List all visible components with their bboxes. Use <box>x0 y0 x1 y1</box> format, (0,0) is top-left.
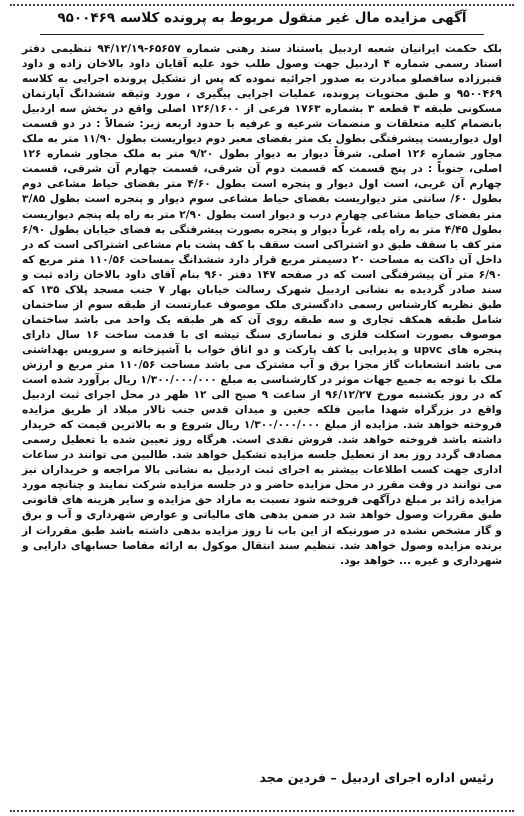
bottom-dotted-border <box>10 810 514 812</box>
top-dotted-border <box>10 4 514 6</box>
notice-signature: رئیس اداره اجرای اردبیل – فردین مجد <box>259 770 494 785</box>
notice-title: آگهی مزایده مال غیر منقول مربوط به پرونده کلاسه ۹۵۰۰۴۶۹ <box>57 10 467 26</box>
notice-body: بلک حکمت ایرانیان شعبه اردبیل باستناد سند رهنی شماره ۶۵۶۵۷-۹۴/۱۲/۱۹ تنظیمی دفتر اسناد رسمی شماره ۴ اردبیل جهت وصول طلب خود علیه آقایان داود بالاخان زاده و داود قنبرزاده سافصلو مبادرت به صدور اجرائیه نموده که پس از تشکیل پرونده اجرایی به کلاسه ۹۵۰۰۴۶۹ و طبق محتویات پرونده، عملیات اجرایی پیگیری ، مورد وثیقه ششدانگ آپارتمان مسکونی طبقه ۳ قطعه ۳ بشماره ۱۷۶۳ فرعی از ۱۲۶/۱۶۰۰ اصلی واقع در بخش سه اردبیل بانضمام کلیه متعلقات و منضمات شرعیه و عرفیه با حدود اربعه زیر: شمالاً : در دو قسمت اول دیواریست پیشرفتگی بطول یک متر بفضای معبر دوم دیواریست بطول ۱۱/۹۰ متر به ملک مجاور شماره ۱۲۶ اصلی. شرقاً دیوار به دیوار بطول ۹/۲۰ متر به ملک مجاور شماره ۱۲۶ اصلی، جنوباً : در پنج قسمت که قسمت دوم آن شرقی، قسمت چهارم آن شرقی، قسمت چهارم آن غربی، است اول دیوار و پنجره است بطول ۴/۶۰ متر بفضای حیاط مشاعی دوم بطول ۶۰/ سانتی متر دیواریست بفضای حیاط مشاعی سوم دیوار و پنجره است بطول ۳/۸۵ متر بفضای حیاط مشاعی چهارم درب و دیوار است بطول ۲/۹۰ متر به راه پله پنجم دیواریست بطول ۴/۴۵ متر به راه پله، غرباً دیوار و پنجره بصورت پیشرفتگی به فضای خیابان بطول ۶/۹۰ متر کف با سقف طبق دو اشتراکی است سقف با کف پشت بام مشاعی اشتراکی است که در داخل آن داکت به مساحت ۲۰ دسیمتر مربع قرار دارد ششدانگ بمساحت ۱۱۰/۵۶ متر مربع که ۶/۹۰ متر آن پیشرفتگی است که در صفحه ۱۴۷ دفتر ۹۶۰ بنام آقای داود بالاخان زاده ثبت و سند صادر گردیده به نشانی اردبیل شهرک رسالت خیابان بهار ۷ جنب مسجد پلاک ۱۳۵ که طبق نظریه کارشناس رسمی دادگستری ملک موصوف عبارتست از طبقه سوم از ساختمان شامل طبقه همکف تجاری و سه طبقه روی آن که هر طبقه یک واحد می باشد ساختمان موصوف بصورت اسکلت فلزی و نماسازی سنگ تیشه ای با قدمت ساخت ۱۶ سال دارای پنجره های upvc و پذیرایی با کف پارکت و دو اتاق خواب با آشپزخانه و سرویس بهداشتی می باشد انشعابات گاز مجزا برق و آب مشترک می باشد مساحت ۱۱۰/۵۶ متر مربع و ارزش ملک با توجه به جمیع جهات موثر در کارشناسی به مبلغ ۱/۳۰۰/۰۰۰/۰۰۰ ریال برآورد شده است که در روز یکشنبه مورخ ۹۶/۱۲/۲۷ از ساعت ۹ صبح الی ۱۲ ظهر در محل اجرای ثبت اردبیل واقع در بزرگراه شهدا مابین فلکه جغین و میدان قدس جنب تالار میلاد از طریق مزایده فروخته خواهد شد. مزایده از مبلغ ۱/۳۰۰/۰۰۰/۰۰۰ ریال شروع و به بالاترین قیمت که خریدار داشته باشد فروخته خواهد شد. فروش نقدی است. هرگاه روز تعیین شده با تعطیل رسمی مصادف گردد روز بعد از تعطیل جلسه مزایده تشکیل خواهد شد. طالبین می توانند در ساعات اداری جهت کسب اطلاعات بیشتر به اجرای ثبت اردبیل به نشانی بالا مراجعه و خریداران نیز می توانند در وقت مقرر در محل مزایده حاضر و در جلسه مزایده شرکت نمایند و چنانچه مورد مزایده زائد بر مبلغ درآگهی فروخته شود نسبت به مازاد حق مزایده و سایر هزینه های قانونی طبق مقررات وصول خواهد شد در ضمن بدهی های مالیاتی و عوارض شهرداری و آب و برق و گاز مشخص نشده در صورتیکه از این باب تا روز مزایده بدهی داشته باشد طبق مقررات از برنده مزایده وصول خواهد شد. تنظیم سند انتقال موکول به ارائه مفاصا حسابهای دارایی و شهرداری و غیره ... خواهد بود. <box>22 43 503 567</box>
title-divider <box>40 34 484 35</box>
